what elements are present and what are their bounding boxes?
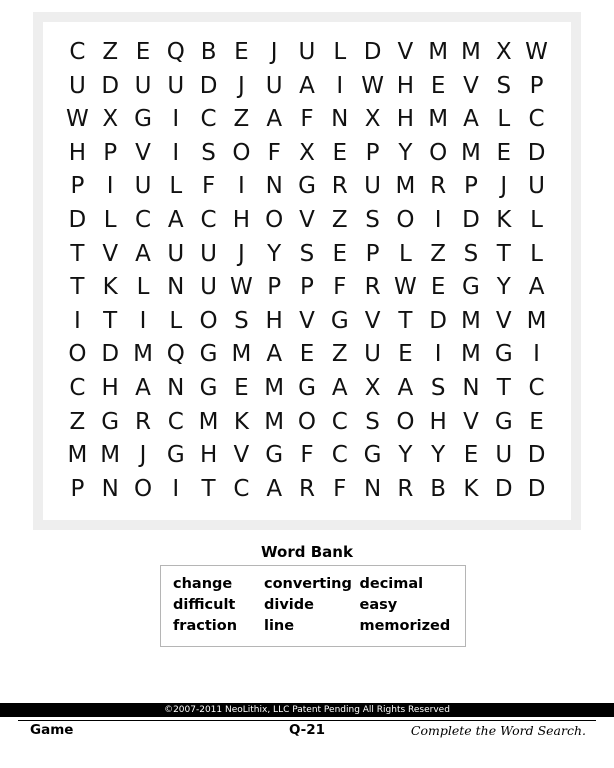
grid-cell[interactable]: D	[527, 442, 546, 469]
grid-cell[interactable]: F	[201, 173, 216, 200]
grid-cell[interactable]: T	[103, 307, 118, 334]
grid-cell[interactable]: C	[200, 207, 217, 234]
grid-cell[interactable]: R	[298, 475, 315, 502]
grid-cell[interactable]: X	[102, 106, 119, 133]
grid-cell[interactable]: N	[167, 375, 185, 402]
grid-cell[interactable]: D	[527, 139, 546, 166]
grid-cell[interactable]: Y	[398, 139, 413, 166]
grid-cell[interactable]: R	[331, 173, 348, 200]
grid-cell[interactable]: N	[101, 475, 119, 502]
grid-cell[interactable]: O	[68, 341, 87, 368]
grid-cell[interactable]: I	[172, 106, 180, 133]
grid-row	[61, 204, 553, 237]
word-search-grid	[43, 22, 571, 520]
grid-cell[interactable]: I	[172, 139, 180, 166]
footer-page-code: Q-21	[288, 722, 326, 738]
grid-row	[61, 473, 553, 506]
grid-cell[interactable]: G	[199, 341, 218, 368]
grid-cell[interactable]: P	[70, 173, 85, 200]
grid-cell[interactable]: C	[528, 106, 545, 133]
grid-cell[interactable]: H	[429, 408, 447, 435]
grid-cell[interactable]: I	[106, 173, 114, 200]
grid-cell[interactable]: C	[69, 375, 86, 402]
grid-cell[interactable]: V	[463, 72, 479, 99]
grid-cell[interactable]: L	[103, 207, 117, 234]
grid-cell[interactable]: M	[461, 39, 481, 65]
grid-cell[interactable]: F	[267, 139, 281, 166]
grid-cell[interactable]: N	[363, 475, 382, 502]
grid-cell[interactable]: C	[134, 207, 152, 234]
grid-cell[interactable]: T	[70, 274, 85, 301]
grid-cell[interactable]: N	[331, 106, 349, 133]
grid-cell[interactable]: U	[167, 240, 185, 267]
word-bank-column	[173, 574, 264, 640]
word-bank-word[interactable]: memorized	[359, 618, 451, 634]
grid-cell[interactable]: O	[429, 139, 448, 166]
grid-row	[61, 70, 553, 103]
grid-cell[interactable]: G	[265, 442, 284, 469]
grid-cell[interactable]: A	[266, 475, 283, 502]
grid-cell[interactable]: E	[463, 442, 479, 469]
grid-cell[interactable]: D	[462, 207, 480, 234]
grid-cell[interactable]: Z	[331, 341, 348, 368]
grid-cell[interactable]: U	[298, 39, 316, 65]
grid-cell[interactable]: G	[298, 375, 316, 402]
grid-cell[interactable]: H	[396, 72, 415, 99]
grid-cell[interactable]: D	[101, 341, 120, 368]
grid-cell[interactable]: S	[234, 307, 249, 334]
word-search-frame	[33, 12, 581, 530]
grid-cell[interactable]: L	[497, 106, 511, 133]
grid-cell[interactable]: P	[365, 240, 380, 267]
grid-cell[interactable]: G	[462, 274, 480, 301]
grid-row	[61, 406, 553, 439]
grid-row	[61, 103, 553, 136]
grid-cell[interactable]: C	[69, 39, 86, 65]
grid-cell[interactable]: M	[100, 442, 121, 469]
grid-cell[interactable]: G	[101, 408, 120, 435]
grid-cell[interactable]: U	[265, 72, 283, 99]
word-bank-word[interactable]: line	[263, 618, 295, 634]
grid-cell[interactable]: J	[270, 39, 278, 65]
grid-cell[interactable]: Y	[398, 442, 413, 469]
grid-cell[interactable]: P	[365, 139, 380, 166]
grid-cell[interactable]: P	[464, 173, 478, 200]
grid-cell[interactable]: J	[139, 442, 147, 469]
grid-cell[interactable]: E	[430, 274, 446, 301]
grid-cell[interactable]: V	[364, 307, 381, 334]
grid-cell[interactable]: I	[172, 475, 180, 502]
grid-cell[interactable]: F	[300, 106, 314, 133]
grid-cell[interactable]: J	[500, 173, 508, 200]
footer-instruction: Complete the Word Search.	[410, 723, 586, 738]
grid-cell[interactable]: I	[434, 341, 442, 368]
grid-cell[interactable]: L	[136, 274, 150, 301]
grid-cell[interactable]: I	[336, 72, 344, 99]
grid-cell[interactable]: U	[134, 72, 152, 99]
grid-cell[interactable]: N	[265, 173, 283, 200]
grid-cell[interactable]: E	[299, 341, 315, 368]
grid-cell[interactable]: Z	[430, 240, 447, 267]
grid-cell[interactable]: W	[66, 106, 89, 133]
grid-cell[interactable]: I	[139, 307, 147, 334]
grid-cell[interactable]: G	[166, 442, 185, 469]
grid-cell[interactable]: L	[398, 240, 412, 267]
grid-cell[interactable]: M	[198, 408, 219, 435]
grid-cell[interactable]: P	[70, 475, 85, 502]
grid-cell[interactable]: L	[530, 240, 543, 267]
grid-cell[interactable]: E	[398, 341, 413, 368]
grid-cell[interactable]: M	[264, 375, 285, 402]
grid-cell[interactable]: L	[169, 173, 183, 200]
grid-cell[interactable]: X	[495, 39, 512, 65]
grid-cell[interactable]: F	[300, 442, 314, 469]
grid-cell[interactable]: A	[167, 207, 184, 234]
grid-cell[interactable]: E	[135, 39, 151, 65]
grid-cell[interactable]: W	[393, 274, 417, 301]
grid-cell[interactable]: M	[428, 106, 449, 133]
grid-row	[61, 36, 553, 69]
grid-cell[interactable]: Q	[166, 39, 185, 65]
grid-cell[interactable]: E	[234, 39, 249, 65]
grid-cell[interactable]: R	[135, 408, 151, 435]
grid-cell[interactable]: U	[364, 173, 381, 200]
grid-cell[interactable]: M	[395, 173, 416, 200]
grid-cell[interactable]: A	[266, 106, 283, 133]
grid-cell[interactable]: O	[232, 139, 251, 166]
word-bank-word[interactable]: converting	[263, 576, 352, 592]
grid-cell[interactable]: E	[332, 240, 348, 267]
grid-cell[interactable]: V	[233, 442, 250, 469]
grid-cell[interactable]: X	[299, 139, 315, 166]
grid-cell[interactable]: V	[135, 139, 151, 166]
word-bank-word[interactable]: fraction	[173, 618, 238, 634]
grid-cell[interactable]: K	[463, 475, 479, 502]
grid-row	[61, 137, 553, 170]
grid-cell[interactable]: C	[200, 106, 217, 133]
grid-cell[interactable]: K	[102, 274, 118, 301]
grid-cell[interactable]: P	[103, 139, 118, 166]
grid-cell[interactable]: G	[134, 106, 152, 133]
grid-cell[interactable]: A	[331, 375, 348, 402]
grid-row	[61, 305, 553, 338]
grid-cell[interactable]: G	[494, 341, 513, 368]
word-bank-title: Word Bank	[261, 543, 353, 561]
grid-cell[interactable]: A	[528, 274, 545, 301]
grid-cell[interactable]: U	[134, 173, 152, 200]
grid-cell[interactable]: X	[364, 106, 381, 133]
grid-cell[interactable]: T	[70, 240, 85, 267]
grid-cell[interactable]: B	[200, 39, 217, 65]
grid-cell[interactable]: O	[265, 207, 284, 234]
grid-cell[interactable]: Z	[69, 408, 86, 435]
grid-cell[interactable]: O	[297, 408, 317, 435]
grid-cell[interactable]: P	[300, 274, 314, 301]
grid-cell[interactable]: R	[430, 173, 447, 200]
grid-cell[interactable]: M	[133, 341, 153, 368]
grid-cell[interactable]: M	[526, 307, 547, 334]
grid-cell[interactable]: R	[397, 475, 414, 502]
grid-cell[interactable]: A	[266, 341, 283, 368]
grid-cell[interactable]: E	[234, 375, 249, 402]
grid-cell[interactable]: T	[398, 307, 413, 334]
grid-cell[interactable]: F	[333, 274, 347, 301]
grid-cell[interactable]: E	[332, 139, 348, 166]
grid-cell[interactable]: M	[264, 408, 285, 435]
grid-cell[interactable]: C	[331, 442, 348, 469]
grid-cell[interactable]: S	[463, 240, 479, 267]
grid-cell[interactable]: S	[496, 72, 512, 99]
grid-cell[interactable]: Z	[233, 106, 250, 133]
grid-cell[interactable]: C	[167, 408, 184, 435]
grid-cell[interactable]: F	[333, 475, 347, 502]
grid-cell[interactable]: A	[135, 375, 151, 402]
grid-cell[interactable]: V	[463, 408, 479, 435]
grid-cell[interactable]: P	[267, 274, 282, 301]
grid-cell[interactable]: Y	[496, 274, 511, 301]
grid-cell[interactable]: V	[299, 207, 315, 234]
word-bank-word[interactable]: decimal	[359, 576, 424, 592]
grid-cell[interactable]: V	[102, 240, 119, 267]
word-bank-word[interactable]: divide	[263, 597, 314, 613]
grid-cell[interactable]: V	[495, 307, 512, 334]
grid-cell[interactable]: M	[461, 341, 481, 368]
grid-cell[interactable]: K	[233, 408, 249, 435]
grid-cell[interactable]: I	[74, 307, 81, 334]
grid-cell[interactable]: V	[397, 39, 414, 65]
grid-cell[interactable]: K	[496, 207, 512, 234]
grid-cell[interactable]: C	[331, 408, 348, 435]
grid-cell[interactable]: Y	[267, 240, 282, 267]
grid-cell[interactable]: Z	[331, 207, 348, 234]
grid-cell[interactable]: J	[237, 240, 245, 267]
grid-cell[interactable]: U	[528, 173, 545, 200]
grid-cell[interactable]: G	[330, 307, 349, 334]
grid-cell[interactable]: C	[233, 475, 250, 502]
grid-cell[interactable]: C	[528, 375, 545, 402]
word-bank-columns	[173, 574, 455, 640]
grid-cell[interactable]: E	[430, 72, 446, 99]
grid-cell[interactable]: S	[365, 408, 380, 435]
grid-cell[interactable]: S	[430, 375, 446, 402]
word-bank-word[interactable]: change	[173, 576, 233, 592]
grid-cell[interactable]: G	[494, 408, 513, 435]
grid-cell[interactable]: D	[68, 207, 87, 234]
footer-divider	[18, 720, 596, 721]
grid-cell[interactable]: O	[133, 475, 153, 502]
grid-cell[interactable]: O	[396, 207, 415, 234]
grid-cell[interactable]: O	[199, 307, 218, 334]
copyright-text: ©2007-2011 NeoLithix, LLC Patent Pending All Rights Reserved	[164, 705, 450, 715]
grid-cell[interactable]: T	[496, 375, 511, 402]
grid-cell[interactable]: M	[231, 341, 252, 368]
grid-cell[interactable]: I	[533, 341, 540, 368]
grid-cell[interactable]: L	[169, 307, 183, 334]
grid-cell[interactable]: Q	[166, 341, 185, 368]
grid-cell[interactable]: O	[396, 408, 415, 435]
grid-cell[interactable]: W	[361, 72, 384, 99]
grid-row	[61, 338, 553, 371]
grid-cell[interactable]: Y	[431, 442, 446, 469]
grid-cell[interactable]: E	[529, 408, 544, 435]
grid-cell[interactable]: D	[494, 475, 513, 502]
grid-cell[interactable]: U	[495, 442, 513, 469]
grid-cell[interactable]: A	[397, 375, 414, 402]
grid-cell[interactable]: M	[461, 139, 481, 166]
grid-cell[interactable]: P	[529, 72, 544, 99]
grid-cell[interactable]: E	[496, 139, 512, 166]
word-bank-column	[264, 574, 360, 640]
grid-cell[interactable]: S	[365, 207, 380, 234]
grid-cell[interactable]: W	[230, 274, 253, 301]
grid-cell[interactable]: W	[525, 39, 548, 65]
grid-cell[interactable]: R	[364, 274, 381, 301]
grid-cell[interactable]: L	[333, 39, 347, 65]
grid-cell[interactable]: G	[298, 173, 316, 200]
grid-cell[interactable]: X	[364, 375, 381, 402]
grid-cell[interactable]: D	[527, 475, 546, 502]
grid-cell[interactable]: D	[363, 39, 382, 65]
grid-cell[interactable]: I	[237, 173, 245, 200]
grid-cell[interactable]: H	[68, 139, 87, 166]
grid-cell[interactable]: M	[461, 307, 481, 334]
grid-cell[interactable]: H	[265, 307, 283, 334]
grid-cell[interactable]: G	[363, 442, 382, 469]
grid-cell[interactable]: G	[199, 375, 218, 402]
grid-cell[interactable]: U	[364, 341, 381, 368]
grid-cell[interactable]: N	[462, 375, 480, 402]
grid-cell[interactable]: U	[200, 240, 217, 267]
grid-cell[interactable]: B	[430, 475, 447, 502]
grid-cell[interactable]: T	[496, 240, 511, 267]
grid-cell[interactable]: H	[232, 207, 251, 234]
footer-section-label: Game	[30, 722, 74, 738]
grid-cell[interactable]: U	[167, 72, 185, 99]
grid-cell[interactable]: D	[429, 307, 448, 334]
grid-row	[61, 238, 553, 271]
grid-cell[interactable]: S	[201, 139, 216, 166]
grid-cell[interactable]: H	[396, 106, 415, 133]
word-bank-word[interactable]: easy	[359, 597, 398, 613]
grid-cell[interactable]: H	[199, 442, 218, 469]
grid-cell[interactable]: N	[167, 274, 185, 301]
grid-cell[interactable]: Z	[102, 39, 119, 65]
grid-cell[interactable]: V	[299, 307, 315, 334]
grid-cell[interactable]: A	[135, 240, 151, 267]
word-bank-word[interactable]: difficult	[173, 597, 236, 613]
grid-cell[interactable]: M	[428, 39, 449, 65]
grid-cell[interactable]: U	[68, 72, 86, 99]
grid-row	[61, 439, 553, 472]
grid-cell[interactable]: I	[434, 207, 442, 234]
grid-cell[interactable]: S	[299, 240, 315, 267]
grid-cell[interactable]: A	[463, 106, 479, 133]
grid-cell[interactable]: M	[67, 442, 88, 469]
grid-cell[interactable]: A	[299, 72, 315, 99]
grid-cell[interactable]: T	[201, 475, 216, 502]
grid-row	[61, 271, 553, 304]
grid-cell[interactable]: D	[101, 72, 120, 99]
word-bank-box	[160, 565, 466, 647]
grid-cell[interactable]: U	[200, 274, 217, 301]
word-bank-column	[359, 574, 455, 640]
grid-cell[interactable]: J	[237, 72, 245, 99]
grid-cell[interactable]: L	[530, 207, 543, 234]
grid-row	[61, 170, 553, 203]
grid-cell[interactable]: H	[101, 375, 119, 402]
grid-cell[interactable]: D	[199, 72, 218, 99]
grid-row	[61, 372, 553, 405]
